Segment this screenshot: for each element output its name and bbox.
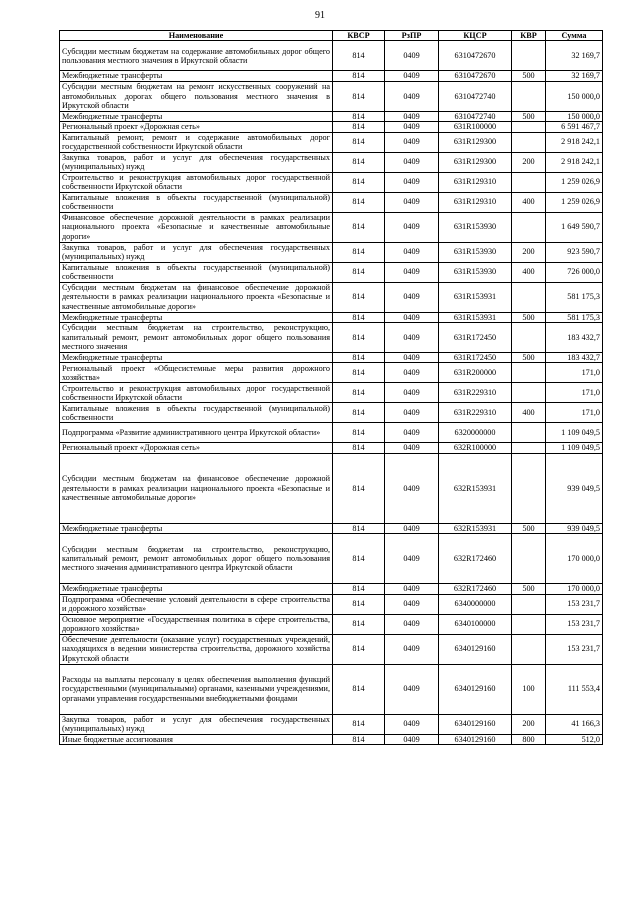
row-name: Закупка товаров, работ и услуг для обеспечения государственных (муниципальных) нужд [60, 152, 333, 172]
table-row [60, 41, 603, 71]
row-name: Подпрограмма «Обеспечение условий деятельности в сфере строительства и дорожного хозяйства» [60, 594, 333, 614]
row-kvr: 200 [512, 714, 546, 734]
row-kcsr: 6340129160 [439, 664, 512, 714]
table-row [60, 443, 603, 453]
table-row [60, 383, 603, 403]
row-name: Субсидии местным бюджетам на строительство, реконструкцию, капитальный ремонт, ремонт автомобильных дорог общего пользования местного значения [60, 323, 333, 353]
row-name: Субсидии местным бюджетам на финансовое обеспечение дорожной деятельности в рамках реализации национального проекта «Безопасные и качественные автомобильные дороги» [60, 453, 333, 523]
row-name: Межбюджетные трансферты [60, 111, 333, 121]
table-row [60, 242, 603, 262]
row-name: Строительство и реконструкция автомобильных дорог государственной собственности Иркутской области [60, 172, 333, 192]
row-kvsr: 814 [333, 734, 385, 744]
row-sum: 1 649 590,7 [546, 212, 603, 242]
row-kvsr: 814 [333, 423, 385, 443]
row-rzpr: 0409 [385, 152, 439, 172]
table-row [60, 81, 603, 111]
row-rzpr: 0409 [385, 312, 439, 322]
row-name: Межбюджетные трансферты [60, 312, 333, 322]
row-kvsr: 814 [333, 534, 385, 584]
row-sum: 939 049,5 [546, 523, 603, 533]
row-name: Субсидии местным бюджетам на строительство, реконструкцию, капитальный ремонт, ремонт автомобильных дорог общего пользования местного значения административного центра Иркутской области [60, 534, 333, 584]
header-kcsr: КЦСР [439, 31, 512, 41]
table-row [60, 212, 603, 242]
row-kcsr: 632R153931 [439, 523, 512, 533]
row-kvr [512, 423, 546, 443]
row-rzpr: 0409 [385, 172, 439, 192]
row-kvr: 500 [512, 312, 546, 322]
row-kcsr: 6340129160 [439, 734, 512, 744]
row-kvsr: 814 [333, 584, 385, 594]
row-name: Обеспечение деятельности (оказание услуг) государственных учреждений, находящихся в ведении министерства строительства, дорожного хозяйства Иркутской области [60, 634, 333, 664]
table-row [60, 172, 603, 192]
row-rzpr: 0409 [385, 71, 439, 81]
row-kvr: 500 [512, 71, 546, 81]
row-kvsr: 814 [333, 453, 385, 523]
row-sum: 153 231,7 [546, 614, 603, 634]
row-kvr: 500 [512, 353, 546, 363]
row-kvsr: 814 [333, 122, 385, 132]
row-sum: 581 175,3 [546, 312, 603, 322]
row-kvr [512, 41, 546, 71]
row-kcsr: 631R129310 [439, 172, 512, 192]
table-row [60, 323, 603, 353]
table-row [60, 353, 603, 363]
row-kcsr: 6340129160 [439, 714, 512, 734]
row-kvsr: 814 [333, 132, 385, 152]
row-kvr [512, 634, 546, 664]
row-rzpr: 0409 [385, 212, 439, 242]
row-rzpr: 0409 [385, 523, 439, 533]
row-kvsr: 814 [333, 363, 385, 383]
row-kcsr: 631R172450 [439, 353, 512, 363]
row-sum: 1 259 026,9 [546, 192, 603, 212]
row-rzpr: 0409 [385, 81, 439, 111]
row-rzpr: 0409 [385, 453, 439, 523]
row-kvsr: 814 [333, 71, 385, 81]
row-kvr [512, 212, 546, 242]
table-row [60, 192, 603, 212]
row-kvr: 500 [512, 111, 546, 121]
table-row [60, 312, 603, 322]
table-row [60, 453, 603, 523]
row-kvsr: 814 [333, 323, 385, 353]
table-row [60, 262, 603, 282]
table-row [60, 111, 603, 121]
row-rzpr: 0409 [385, 423, 439, 443]
row-kcsr: 6340000000 [439, 594, 512, 614]
row-sum: 923 590,7 [546, 242, 603, 262]
row-kvsr: 814 [333, 523, 385, 533]
row-kcsr: 631R153930 [439, 242, 512, 262]
row-name: Межбюджетные трансферты [60, 353, 333, 363]
row-kvr: 500 [512, 584, 546, 594]
table-row [60, 614, 603, 634]
row-rzpr: 0409 [385, 664, 439, 714]
row-name: Иные бюджетные ассигнования [60, 734, 333, 744]
row-kvr [512, 453, 546, 523]
row-sum: 111 553,4 [546, 664, 603, 714]
table-row [60, 403, 603, 423]
row-name: Субсидии местным бюджетам на ремонт искусственных сооружений на автомобильных дорогах общего пользования местного значения в Иркутской области [60, 81, 333, 111]
table-body [60, 41, 603, 745]
row-kvr [512, 282, 546, 312]
table-header-row [60, 31, 603, 41]
row-kvr: 400 [512, 403, 546, 423]
row-kvsr: 814 [333, 111, 385, 121]
budget-table [59, 30, 603, 745]
row-rzpr: 0409 [385, 353, 439, 363]
row-rzpr: 0409 [385, 734, 439, 744]
row-sum: 150 000,0 [546, 111, 603, 121]
row-kvsr: 814 [333, 664, 385, 714]
row-name: Финансовое обеспечение дорожной деятельности в рамках реализации национального проекта «Безопасные и качественные автомобильные дороги» [60, 212, 333, 242]
row-kcsr: 6340100000 [439, 614, 512, 634]
row-kvsr: 814 [333, 383, 385, 403]
row-kvr [512, 132, 546, 152]
row-rzpr: 0409 [385, 242, 439, 262]
row-kvsr: 814 [333, 212, 385, 242]
row-sum: 1 109 049,5 [546, 423, 603, 443]
row-name: Капитальные вложения в объекты государственной (муниципальной) собственности [60, 403, 333, 423]
row-kcsr: 6310472670 [439, 41, 512, 71]
row-name: Расходы на выплаты персоналу в целях обеспечения выполнения функций государственными (муниципальными) органами, казенными учреждениями, органами управления государственными внебюджетными фондами [60, 664, 333, 714]
row-sum: 170 000,0 [546, 584, 603, 594]
row-kcsr: 6310472740 [439, 81, 512, 111]
row-rzpr: 0409 [385, 534, 439, 584]
row-name: Капитальные вложения в объекты государственной (муниципальной) собственности [60, 262, 333, 282]
row-rzpr: 0409 [385, 111, 439, 121]
row-kvr [512, 122, 546, 132]
row-sum: 150 000,0 [546, 81, 603, 111]
row-kvsr: 814 [333, 172, 385, 192]
row-kvsr: 814 [333, 634, 385, 664]
row-kvr [512, 383, 546, 403]
row-kvr [512, 614, 546, 634]
row-name: Подпрограмма «Развитие административного центра Иркутской области» [60, 423, 333, 443]
row-sum: 512,0 [546, 734, 603, 744]
row-sum: 183 432,7 [546, 353, 603, 363]
header-kvsr: КВСР [333, 31, 385, 41]
row-kvr: 200 [512, 152, 546, 172]
row-sum: 171,0 [546, 363, 603, 383]
header-rzpr: РзПР [385, 31, 439, 41]
row-kcsr: 631R200000 [439, 363, 512, 383]
header-sum: Сумма [546, 31, 603, 41]
row-name: Закупка товаров, работ и услуг для обеспечения государственных (муниципальных) нужд [60, 714, 333, 734]
table-row [60, 152, 603, 172]
row-kcsr: 631R129300 [439, 152, 512, 172]
row-sum: 170 000,0 [546, 534, 603, 584]
row-sum: 153 231,7 [546, 634, 603, 664]
row-kvr: 200 [512, 242, 546, 262]
row-name: Региональный проект «Общесистемные меры развития дорожного хозяйства» [60, 363, 333, 383]
row-kvr [512, 363, 546, 383]
header-kvr: КВР [512, 31, 546, 41]
table-row [60, 594, 603, 614]
row-kvr [512, 443, 546, 453]
table-row [60, 584, 603, 594]
row-rzpr: 0409 [385, 383, 439, 403]
table-row [60, 71, 603, 81]
row-kvsr: 814 [333, 192, 385, 212]
row-sum: 726 000,0 [546, 262, 603, 282]
row-kvr [512, 81, 546, 111]
row-rzpr: 0409 [385, 323, 439, 353]
row-kvr [512, 534, 546, 584]
row-kvr [512, 323, 546, 353]
row-kcsr: 631R153931 [439, 282, 512, 312]
row-rzpr: 0409 [385, 132, 439, 152]
row-kcsr: 631R172450 [439, 323, 512, 353]
table-row [60, 734, 603, 744]
row-rzpr: 0409 [385, 634, 439, 664]
row-kvsr: 814 [333, 242, 385, 262]
row-name: Межбюджетные трансферты [60, 71, 333, 81]
row-name: Капитальный ремонт, ремонт и содержание автомобильных дорог государственной собственности Иркутской области [60, 132, 333, 152]
table-row [60, 534, 603, 584]
row-kvsr: 814 [333, 41, 385, 71]
row-rzpr: 0409 [385, 614, 439, 634]
row-kcsr: 6310472740 [439, 111, 512, 121]
table-row [60, 122, 603, 132]
row-kcsr: 631R100000 [439, 122, 512, 132]
row-rzpr: 0409 [385, 282, 439, 312]
row-sum: 171,0 [546, 403, 603, 423]
row-kcsr: 631R229310 [439, 403, 512, 423]
row-kcsr: 6310472670 [439, 71, 512, 81]
row-kvr [512, 594, 546, 614]
row-sum: 32 169,7 [546, 41, 603, 71]
row-sum: 1 259 026,9 [546, 172, 603, 192]
row-kvr: 500 [512, 523, 546, 533]
table-row [60, 634, 603, 664]
table-row [60, 423, 603, 443]
row-kvr: 100 [512, 664, 546, 714]
row-name: Региональный проект «Дорожная сеть» [60, 443, 333, 453]
row-kvsr: 814 [333, 152, 385, 172]
row-kcsr: 631R153931 [439, 312, 512, 322]
row-name: Региональный проект «Дорожная сеть» [60, 122, 333, 132]
row-sum: 153 231,7 [546, 594, 603, 614]
row-sum: 183 432,7 [546, 323, 603, 353]
row-kvr: 400 [512, 262, 546, 282]
row-name: Субсидии местным бюджетам на финансовое обеспечение дорожной деятельности в рамках реализации национального проекта «Безопасные и качественные автомобильные дороги» [60, 282, 333, 312]
row-kvsr: 814 [333, 353, 385, 363]
page-number: 91 [315, 10, 325, 21]
row-name: Основное мероприятие «Государственная политика в сфере строительства, дорожного хозяйства» [60, 614, 333, 634]
row-rzpr: 0409 [385, 262, 439, 282]
row-kcsr: 6320000000 [439, 423, 512, 443]
row-kcsr: 6340129160 [439, 634, 512, 664]
row-kvsr: 814 [333, 714, 385, 734]
row-kvsr: 814 [333, 262, 385, 282]
row-sum: 2 918 242,1 [546, 152, 603, 172]
table-row [60, 132, 603, 152]
header-name: Наименование [60, 31, 333, 41]
row-kvsr: 814 [333, 403, 385, 423]
row-kcsr: 631R153930 [439, 212, 512, 242]
row-rzpr: 0409 [385, 41, 439, 71]
row-kcsr: 632R172460 [439, 534, 512, 584]
row-sum: 581 175,3 [546, 282, 603, 312]
row-sum: 41 166,3 [546, 714, 603, 734]
row-kvsr: 814 [333, 594, 385, 614]
row-sum: 6 591 467,7 [546, 122, 603, 132]
row-rzpr: 0409 [385, 122, 439, 132]
row-kvsr: 814 [333, 282, 385, 312]
row-sum: 939 049,5 [546, 453, 603, 523]
row-rzpr: 0409 [385, 584, 439, 594]
table-row [60, 664, 603, 714]
row-sum: 2 918 242,1 [546, 132, 603, 152]
table-row [60, 523, 603, 533]
row-sum: 32 169,7 [546, 71, 603, 81]
row-kcsr: 632R153931 [439, 453, 512, 523]
row-rzpr: 0409 [385, 714, 439, 734]
table-row [60, 714, 603, 734]
row-kvr [512, 172, 546, 192]
row-sum: 1 109 049,5 [546, 443, 603, 453]
row-kcsr: 632R172460 [439, 584, 512, 594]
row-kcsr: 632R100000 [439, 443, 512, 453]
row-rzpr: 0409 [385, 192, 439, 212]
row-name: Капитальные вложения в объекты государственной (муниципальной) собственности [60, 192, 333, 212]
row-kvsr: 814 [333, 443, 385, 453]
row-kcsr: 631R153930 [439, 262, 512, 282]
row-rzpr: 0409 [385, 363, 439, 383]
row-rzpr: 0409 [385, 443, 439, 453]
row-kcsr: 631R129300 [439, 132, 512, 152]
row-kvsr: 814 [333, 81, 385, 111]
row-sum: 171,0 [546, 383, 603, 403]
row-kvr: 800 [512, 734, 546, 744]
row-name: Субсидии местным бюджетам на содержание автомобильных дорог общего пользования местного значения в Иркутской области [60, 41, 333, 71]
row-kcsr: 631R129310 [439, 192, 512, 212]
row-kvr: 400 [512, 192, 546, 212]
row-kvsr: 814 [333, 312, 385, 322]
row-name: Межбюджетные трансферты [60, 584, 333, 594]
table-row [60, 363, 603, 383]
table-row [60, 282, 603, 312]
row-kcsr: 631R229310 [439, 383, 512, 403]
row-kvsr: 814 [333, 614, 385, 634]
row-name: Межбюджетные трансферты [60, 523, 333, 533]
row-rzpr: 0409 [385, 594, 439, 614]
row-name: Закупка товаров, работ и услуг для обеспечения государственных (муниципальных) нужд [60, 242, 333, 262]
row-rzpr: 0409 [385, 403, 439, 423]
row-name: Строительство и реконструкция автомобильных дорог государственной собственности Иркутской области [60, 383, 333, 403]
